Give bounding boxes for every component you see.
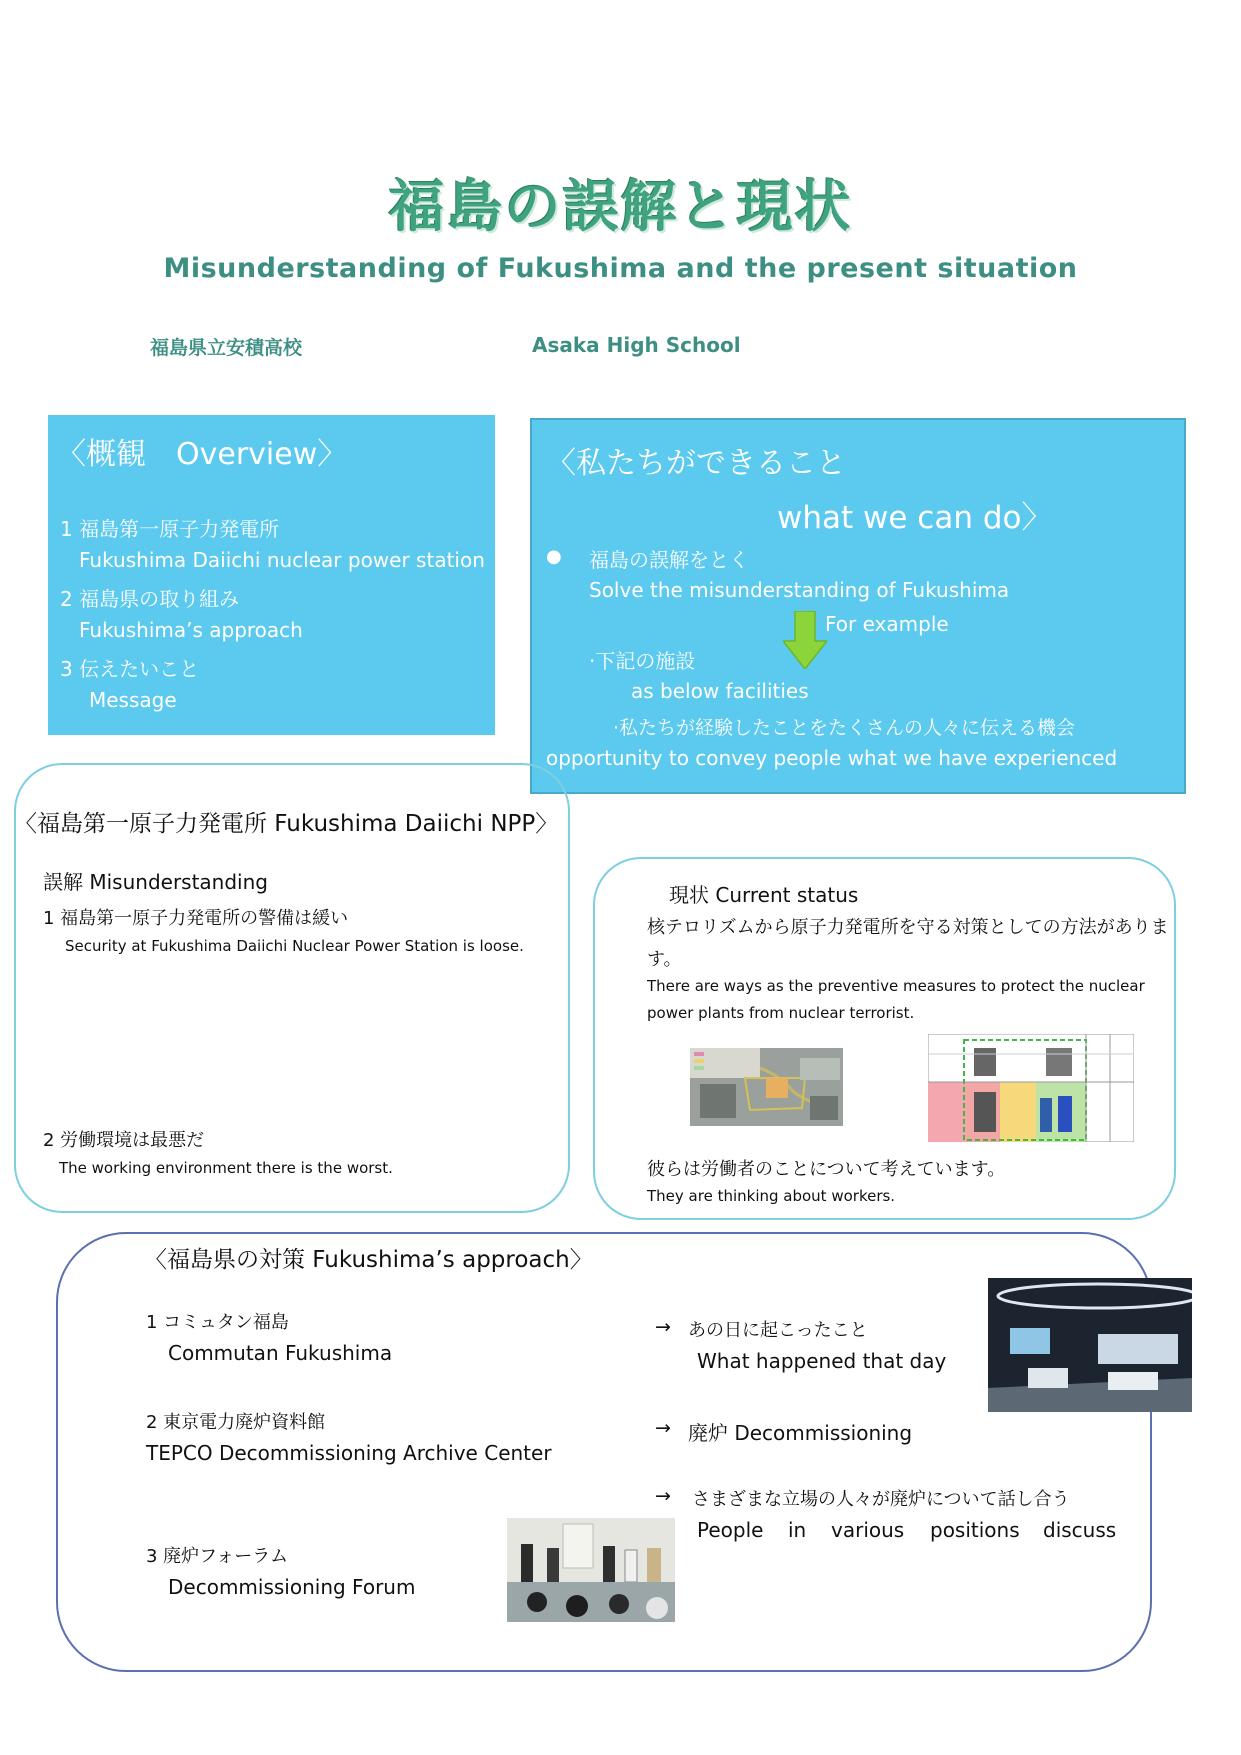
what-we-can-do-box	[530, 418, 1186, 794]
what-we-can-do-heading-1: 〈私たちができること	[546, 446, 846, 481]
arrow-icon: →	[655, 1417, 671, 1439]
approach-r1-en: What happened that day	[697, 1349, 947, 1373]
down-arrow-icon	[783, 611, 827, 669]
for-example-label: For example	[825, 612, 949, 636]
approach-item-3-jp: 3 廃炉フォーラム	[146, 1546, 289, 1567]
status-en-3: They are thinking about workers.	[647, 1187, 896, 1205]
site-map-image	[690, 1048, 843, 1126]
overview-item-2-en: Fukushima’s approach	[79, 618, 303, 642]
overview-box	[48, 415, 495, 735]
approach-r3-word: in	[788, 1518, 807, 1542]
arrow-icon: →	[655, 1316, 671, 1338]
status-jp-3: 彼らは労働者のことについて考えています。	[647, 1159, 1006, 1180]
npp-heading: 〈福島第一原子力発電所 Fukushima Daiichi NPP〉	[14, 811, 559, 837]
approach-r2: 廃炉 Decommissioning	[688, 1421, 913, 1445]
npp-sub-heading: 誤解 Misunderstanding	[43, 870, 268, 894]
page-subtitle: Misunderstanding of Fukushima and the present situation	[163, 253, 1078, 284]
overview-item-3-jp: 3 伝えたいこと	[60, 657, 200, 681]
bullet-icon: ●	[546, 546, 562, 567]
overview-item-3-en: Message	[89, 688, 177, 712]
approach-r3-word: People	[697, 1518, 764, 1542]
approach-item-1-en: Commutan Fukushima	[168, 1341, 393, 1365]
security-table-image	[928, 1034, 1134, 1142]
approach-item-2-en: TEPCO Decommissioning Archive Center	[146, 1441, 552, 1465]
approach-item-2-jp: 2 東京電力廃炉資料館	[146, 1412, 326, 1433]
approach-r3-word: positions	[930, 1518, 1020, 1542]
line2-en: as below facilities	[631, 679, 809, 703]
school-name-en: Asaka High School	[532, 333, 741, 357]
approach-r3-word: discuss	[1043, 1518, 1117, 1542]
status-en-2: power plants from nuclear terrorist.	[647, 1004, 915, 1022]
approach-item-1-jp: 1 コミュタン福島	[146, 1312, 289, 1333]
status-jp-1: 核テロリズムから原子力発電所を守る対策としての方法がありま	[647, 917, 1169, 938]
overview-item-1-jp: 1 福島第一原子力発電所	[60, 517, 280, 541]
school-name-jp: 福島県立安積高校	[150, 337, 303, 359]
approach-item-3-en: Decommissioning Forum	[168, 1575, 416, 1599]
approach-heading: 〈福島県の対策 Fukushima’s approach〉	[144, 1247, 593, 1273]
forum-photo	[507, 1518, 675, 1622]
overview-item-1-en: Fukushima Daiichi nuclear power station	[79, 548, 485, 572]
approach-r1-jp: あの日に起こったこと	[688, 1320, 868, 1341]
npp-item-1-en: Security at Fukushima Daiichi Nuclear Power Station is loose.	[65, 937, 524, 955]
status-jp-2: す。	[647, 949, 682, 970]
line3-jp: ·私たちが経験したことをたくさんの人々に伝える機会	[613, 717, 1076, 739]
npp-item-2-en: The working environment there is the worst.	[59, 1159, 393, 1177]
page-title: 福島の誤解と現状	[388, 175, 853, 240]
commutan-photo	[988, 1278, 1192, 1412]
approach-r3-jp: さまざまな立場の人々が廃炉について話し合う	[692, 1489, 1070, 1510]
status-en-1: There are ways as the preventive measures to protect the nuclear	[647, 977, 1145, 995]
arrow-icon: →	[655, 1485, 671, 1507]
status-heading: 現状 Current status	[669, 883, 859, 907]
npp-item-2-jp: 2 労働環境は最悪だ	[43, 1130, 205, 1151]
line2-jp: ·下記の施設	[589, 649, 696, 673]
approach-r3-word: various	[831, 1518, 905, 1542]
line1-en: Solve the misunderstanding of Fukushima	[589, 578, 1010, 602]
overview-heading: 〈概観 Overview〉	[56, 437, 348, 472]
what-we-can-do-heading-2: what we can do〉	[777, 500, 1053, 536]
line3-en: opportunity to convey people what we have experienced	[546, 746, 1118, 770]
overview-item-2-jp: 2 福島県の取り組み	[60, 587, 240, 611]
npp-item-1-jp: 1 福島第一原子力発電所の警備は緩い	[43, 908, 349, 929]
line1-jp: 福島の誤解をとく	[589, 548, 749, 572]
